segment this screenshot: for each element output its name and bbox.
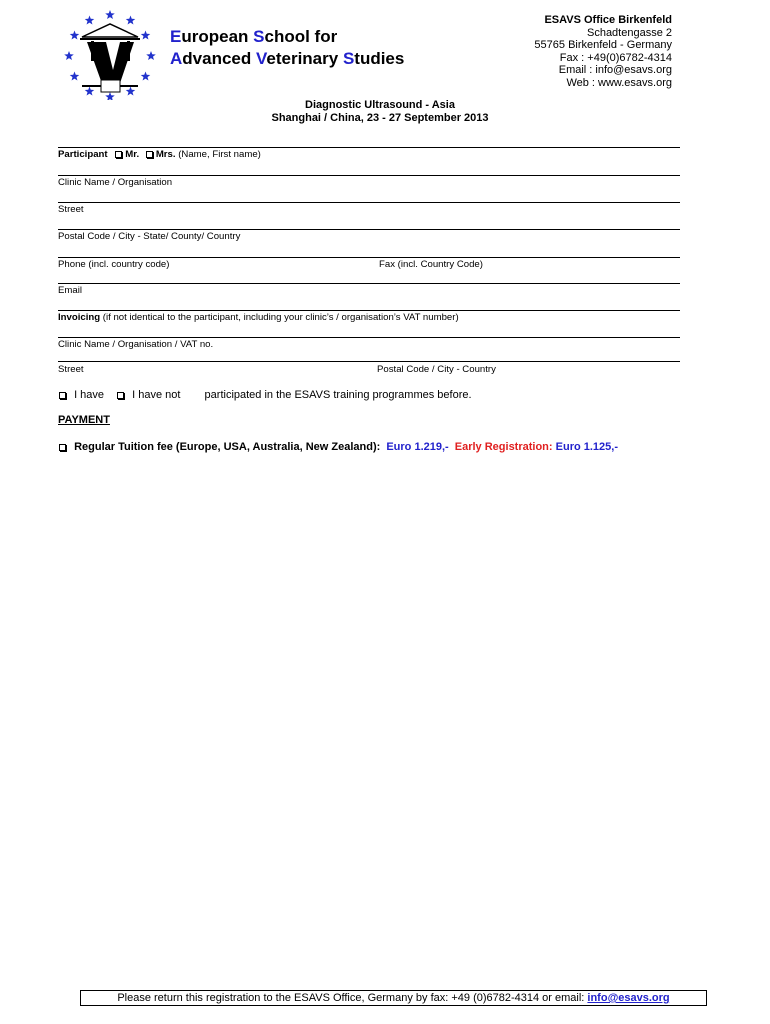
checkbox-have-not-icon[interactable] <box>117 392 124 399</box>
divider <box>58 337 680 338</box>
postal-code-field[interactable] <box>58 231 240 242</box>
postal-code-label: Postal Code / City - State/ County/ Country <box>58 231 241 242</box>
school-name-segment: dvanced <box>182 49 256 68</box>
clinic-vat-label: Clinic Name / Organisation / VAT no. <box>58 339 214 350</box>
school-name <box>170 26 404 70</box>
star-icon <box>141 31 151 40</box>
course-info <box>0 99 760 125</box>
clinic-name-field[interactable] <box>58 177 172 188</box>
star-icon <box>85 15 95 24</box>
checkbox-mr-icon[interactable] <box>115 151 122 158</box>
participant-hint: (Name, First name) <box>178 149 261 160</box>
phone-label: Phone (incl. country code) <box>58 259 170 270</box>
divider <box>58 147 680 148</box>
checkbox-mrs-icon[interactable] <box>146 151 153 158</box>
school-name-segment: eterinary <box>266 49 343 68</box>
school-name-segment: V <box>255 49 267 68</box>
participant-label: Participant <box>58 149 108 160</box>
school-name-segment: S <box>253 27 265 46</box>
street-label: Street <box>58 204 84 215</box>
early-registration-label: Early Registration: <box>454 441 553 453</box>
phone-field[interactable] <box>58 259 169 270</box>
regular-fee-label: Regular Tuition fee (Europe, USA, Australia, New Zealand): <box>74 441 381 453</box>
street-field[interactable] <box>58 204 84 215</box>
office-city: 55765 Birkenfeld - Germany <box>534 39 672 52</box>
divider <box>58 202 680 203</box>
school-name-line2 <box>170 48 404 70</box>
invoice-street-field[interactable] <box>58 364 84 375</box>
checkbox-regular-fee-icon[interactable] <box>59 444 66 451</box>
footer-text: Please return this registration to the ESAVS Office, Germany by fax: +49 (0)6782-4314 or email: <box>117 992 588 1004</box>
footer-email-link[interactable]: info@esavs.org <box>587 992 670 1004</box>
mr-label: Mr. <box>125 149 140 160</box>
star-icon <box>126 15 136 24</box>
star-icon <box>141 72 151 81</box>
divider <box>58 361 680 362</box>
fax-field[interactable] <box>379 259 483 270</box>
participant-field[interactable] <box>58 149 261 160</box>
divider <box>58 229 680 230</box>
invoicing-label: Invoicing <box>58 312 101 323</box>
star-icon <box>105 10 115 19</box>
office-fax: Fax : +49(0)6782-4314 <box>559 51 672 64</box>
star-icon <box>85 87 95 96</box>
star-icon <box>70 31 80 40</box>
star-icon <box>126 87 136 96</box>
divider <box>58 175 680 176</box>
invoice-postal-label: Postal Code / City - Country <box>377 364 496 375</box>
school-name-segment: tudies <box>354 49 405 68</box>
office-street: Schadtengasse 2 <box>586 26 672 39</box>
regular-fee-price: Euro 1.219,- <box>386 441 449 453</box>
early-registration-price: Euro 1.125,- <box>555 441 618 453</box>
participation-row <box>58 389 472 402</box>
course-location-date: Shanghai / China, 23 - 27 September 2013 <box>271 112 489 124</box>
star-icon <box>70 72 80 81</box>
email-label: Email <box>58 285 82 296</box>
course-title: Diagnostic Ultrasound - Asia <box>305 99 455 111</box>
esavs-logo-icon <box>60 10 160 100</box>
star-icon <box>146 51 156 60</box>
have-label: I have <box>74 389 105 401</box>
school-name-segment: A <box>170 49 183 68</box>
checkbox-have-icon[interactable] <box>59 392 66 399</box>
invoice-postal-field[interactable] <box>377 364 496 375</box>
star-icon <box>64 51 74 60</box>
participated-text: participated in the ESAVS training programmes before. <box>204 389 472 401</box>
school-name-line1 <box>170 26 404 48</box>
office-address <box>534 14 672 90</box>
clinic-vat-field[interactable] <box>58 339 213 350</box>
school-name-segment: chool for <box>264 27 338 46</box>
email-field[interactable] <box>58 285 82 296</box>
office-web: Web : www.esavs.org <box>566 76 672 89</box>
footer-notice <box>80 990 707 1006</box>
clinic-name-label: Clinic Name / Organisation <box>58 177 173 188</box>
office-email: Email : info@esavs.org <box>558 64 672 77</box>
invoice-street-label: Street <box>58 364 84 375</box>
school-name-segment: S <box>342 49 355 68</box>
divider <box>58 310 680 311</box>
invoicing-hint: (if not identical to the participant, including your clinic’s / organisation’s VAT number) <box>102 312 459 323</box>
invoicing-field[interactable] <box>58 312 459 323</box>
payment-heading: PAYMENT <box>58 414 110 426</box>
have-not-label: I have not <box>132 389 181 401</box>
office-title: ESAVS Office Birkenfeld <box>544 14 672 26</box>
mrs-label: Mrs. <box>155 149 176 160</box>
school-name-segment: E <box>170 27 182 46</box>
fax-label: Fax (incl. Country Code) <box>379 259 483 270</box>
regular-fee-row <box>58 441 618 454</box>
divider <box>58 283 680 284</box>
divider <box>58 257 680 258</box>
school-name-segment: uropean <box>181 27 254 46</box>
